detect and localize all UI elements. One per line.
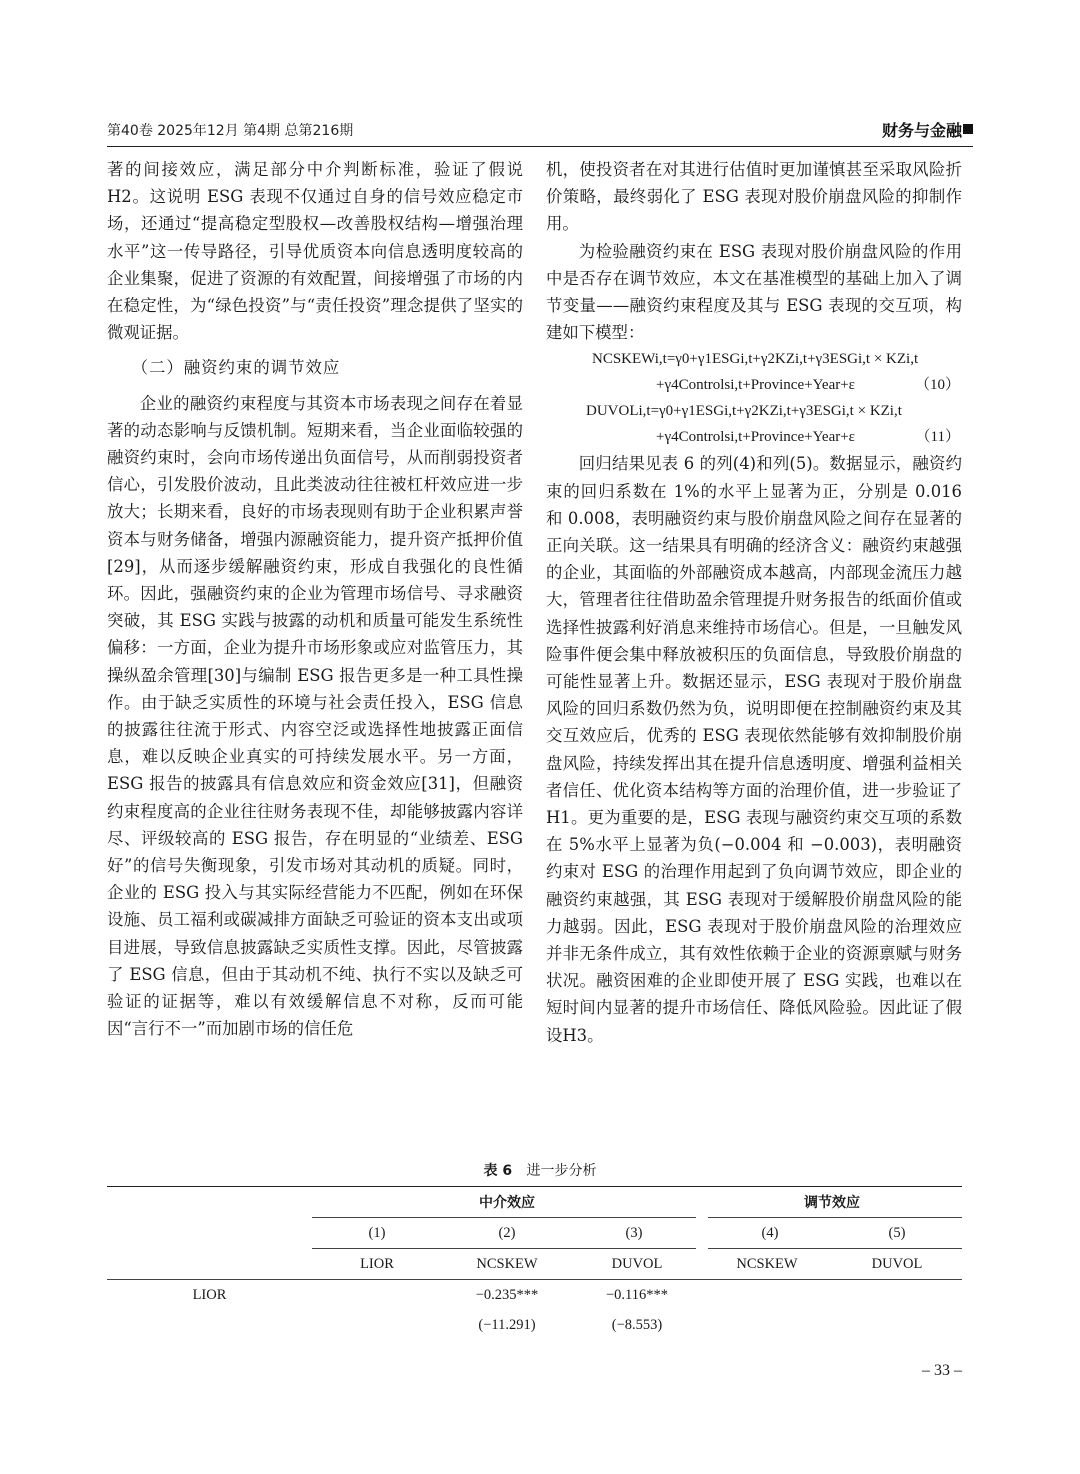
- column-variable: NCSKEW: [702, 1249, 832, 1280]
- column-variable: DUVOL: [832, 1249, 962, 1280]
- table-cell: −0.116***: [605, 1286, 668, 1303]
- section-subheading: （二）融资约束的调节效应: [131, 358, 341, 378]
- table-row: [107, 1280, 962, 1311]
- column-number: (2): [442, 1218, 572, 1249]
- results-table: [107, 1186, 962, 1340]
- page-number: – 33 –: [922, 1362, 962, 1379]
- column-number: (1): [312, 1218, 442, 1249]
- table-cell: (−11.291): [478, 1316, 536, 1333]
- table-cell: [832, 1280, 962, 1311]
- column-number: (4): [702, 1218, 832, 1249]
- formula-11-line-2: [546, 424, 962, 450]
- table-cell: (−8.553): [611, 1316, 663, 1333]
- table-row-tstat: [107, 1310, 962, 1340]
- right-column: [546, 156, 962, 1146]
- equation-number-10: （10）: [914, 377, 960, 394]
- table-cell: [312, 1310, 442, 1340]
- table-caption: [0, 1160, 1080, 1180]
- formula-10-rhs: +γ4Controlsi,t+Province+Year+ε: [656, 377, 855, 394]
- formula-10-line-2: [546, 372, 962, 398]
- formula-10-line-1: NCSKEWi,t=γ0+γ1ESGi,t+γ2KZi,t+γ3ESGi,t × KZi,t: [592, 351, 919, 368]
- table-column-number-row: [107, 1218, 962, 1249]
- column-variable: NCSKEW: [442, 1249, 572, 1280]
- column-number: (5): [832, 1218, 962, 1249]
- right-paragraph-1: 机，使投资者在对其进行估值时更加谨慎甚至采取风险折价策略，最终弱化了 ESG 表现对股价崩盘风险的抑制作用。: [546, 160, 962, 234]
- header-rule: [107, 146, 973, 147]
- formula-11-line-1: DUVOLi,t=γ0+γ1ESGi,t+γ2KZi,t+γ3ESGi,t × KZi,t: [586, 403, 902, 420]
- column-variable: DUVOL: [572, 1249, 702, 1280]
- formula-11-rhs: +γ4Controlsi,t+Province+Year+ε: [656, 429, 855, 446]
- journal-issue-info: 第40卷 2025年12月 第4期 总第216期: [107, 123, 354, 139]
- table-cell: −0.235***: [475, 1286, 539, 1303]
- left-paragraph-2: 企业的融资约束程度与其资本市场表现之间存在着显著的动态影响与反馈机制。短期来看，当企业面临较强的融资约束时，会向市场传递出负面信号，从而削弱投资者信心，引发股价波动，且此类波动往往被杠杆效应进一步放大；长期来看，良好的市场表现则有助于企业积累声誉资本与财务储备，增强内源融资能力，提升资产抵押价值[29]，从而逐步缓解融资约束，形成自我强化的良性循环。因此，强融资约束的企业为管理市场信号、寻求融资突破，其 ESG 实践与披露的动机和质量可能发生系统性偏移：一方面，企业为提升市场形象或应对监管压力，其操纵盈余管理[30]与编制 ESG 报告更多是一种工具性操作。由于缺乏实质性的环境与社会责任投入，ESG 信息的披露往往流于形式、内容空泛或选择性地披露正面信息，难以反映企业真实的可持续发展水平。另一方面，ESG 报告的披露具有信息效应和资金效应[31]，但融资约束程度高的企业往往财务表现不佳，却能够披露内容详尽、评级较高的 ESG 报告，存在明显的“业绩差、ESG 好”的信号失衡现象，引发市场对其动机的质疑。同时，企业的 ESG 投入与其实际经营能力不匹配，例如在环保设施、员工福利或碳减排方面缺乏可验证的资本支出或项目进展，导致信息披露缺乏实质性支撑。因此，尽管披露了 ESG 信息，但由于其动机不纯、执行不实以及缺乏可验证的证据等，难以有效缓解信息不对称，反而可能因“言行不一”而加剧市场的信任危: [107, 393, 523, 1039]
- left-paragraph-1: 著的间接效应，满足部分中介判断标准，验证了假说H2。这说明 ESG 表现不仅通过自身的信号效应稳定市场，还通过“提高稳定型股权—改善股权结构—增强治理水平”这一传导路径，引导优质资本向信息透明度较高的企业集聚，促进了资源的有效配置，间接增强了市场的内在稳定性，为“绿色投资”与“责任投资”理念提供了坚实的微观证据。: [107, 160, 523, 343]
- right-paragraph-3: 回归结果见表 6 的列(4)和列(5)。数据显示，融资约束的回归系数在 1%的水平上显著为正，分别是 0.016 和 0.008，表明融资约束与股价崩盘风险之间存在显著的正向关联。这一结果具有明确的经济含义：融资约束越强的企业，其面临的外部融资成本越高，内部现金流压力越大，管理者往往借助盈余管理提升财务报告的纸面价值或选择性披露利好消息来维持市场信心。但是，一旦触发风险事件便会集中释放被积压的负面信息，导致股价崩盘的可能性显著上升。数据还显示，ESG 表现对于股价崩盘风险的回归系数仍然为负，说明即便在控制融资约束及其交互效应后，优秀的 ESG 表现依然能够有效抑制股价崩盘风险，持续发挥出其在提升信息透明度、增强利益相关者信任、优化资本结构等方面的治理价值，进一步验证了 H1。更为重要的是，ESG 表现与融资约束交互项的系数在 5%水平上显著为负(−0.004 和 −0.003)，表明融资约束对 ESG 的治理作用起到了负向调节效应，即企业的融资约束越强，其 ESG 表现对于缓解股价崩盘风险的能力越弱。因此，ESG 表现对于股价崩盘风险的治理效应并非无条件成立，其有效性依赖于企业的资源禀赋与财务状况。融资困难的企业即使开展了 ESG 实践，也难以在短时间内显著的提升市场信任、降低风险验。因此证了假设H3。: [546, 454, 962, 1045]
- table-cell: [702, 1310, 832, 1340]
- table-cell: [832, 1310, 962, 1340]
- column-number: (3): [572, 1218, 702, 1249]
- table-cell: [702, 1280, 832, 1311]
- table-group-header-row: [107, 1187, 962, 1218]
- group-mediation: 中介效应: [312, 1187, 702, 1218]
- table-variable-row: [107, 1249, 962, 1280]
- equation-number-11: （11）: [915, 429, 960, 446]
- row-label: LIOR: [192, 1286, 227, 1303]
- table-cell: [312, 1280, 442, 1311]
- table-label: 表 6: [483, 1163, 513, 1179]
- column-variable: LIOR: [312, 1249, 442, 1280]
- right-paragraph-2: 为检验融资约束在 ESG 表现对股价崩盘风险的作用中是否存在调节效应，本文在基准模型的基础上加入了调节变量——融资约束程度及其与 ESG 表现的交互项，构建如下模型：: [546, 241, 962, 343]
- header-square-icon: [963, 124, 973, 134]
- table-title: 进一步分析: [526, 1163, 597, 1179]
- journal-name: 财务与金融: [881, 121, 962, 140]
- group-moderation: 调节效应: [702, 1187, 962, 1218]
- left-column: [107, 156, 523, 1146]
